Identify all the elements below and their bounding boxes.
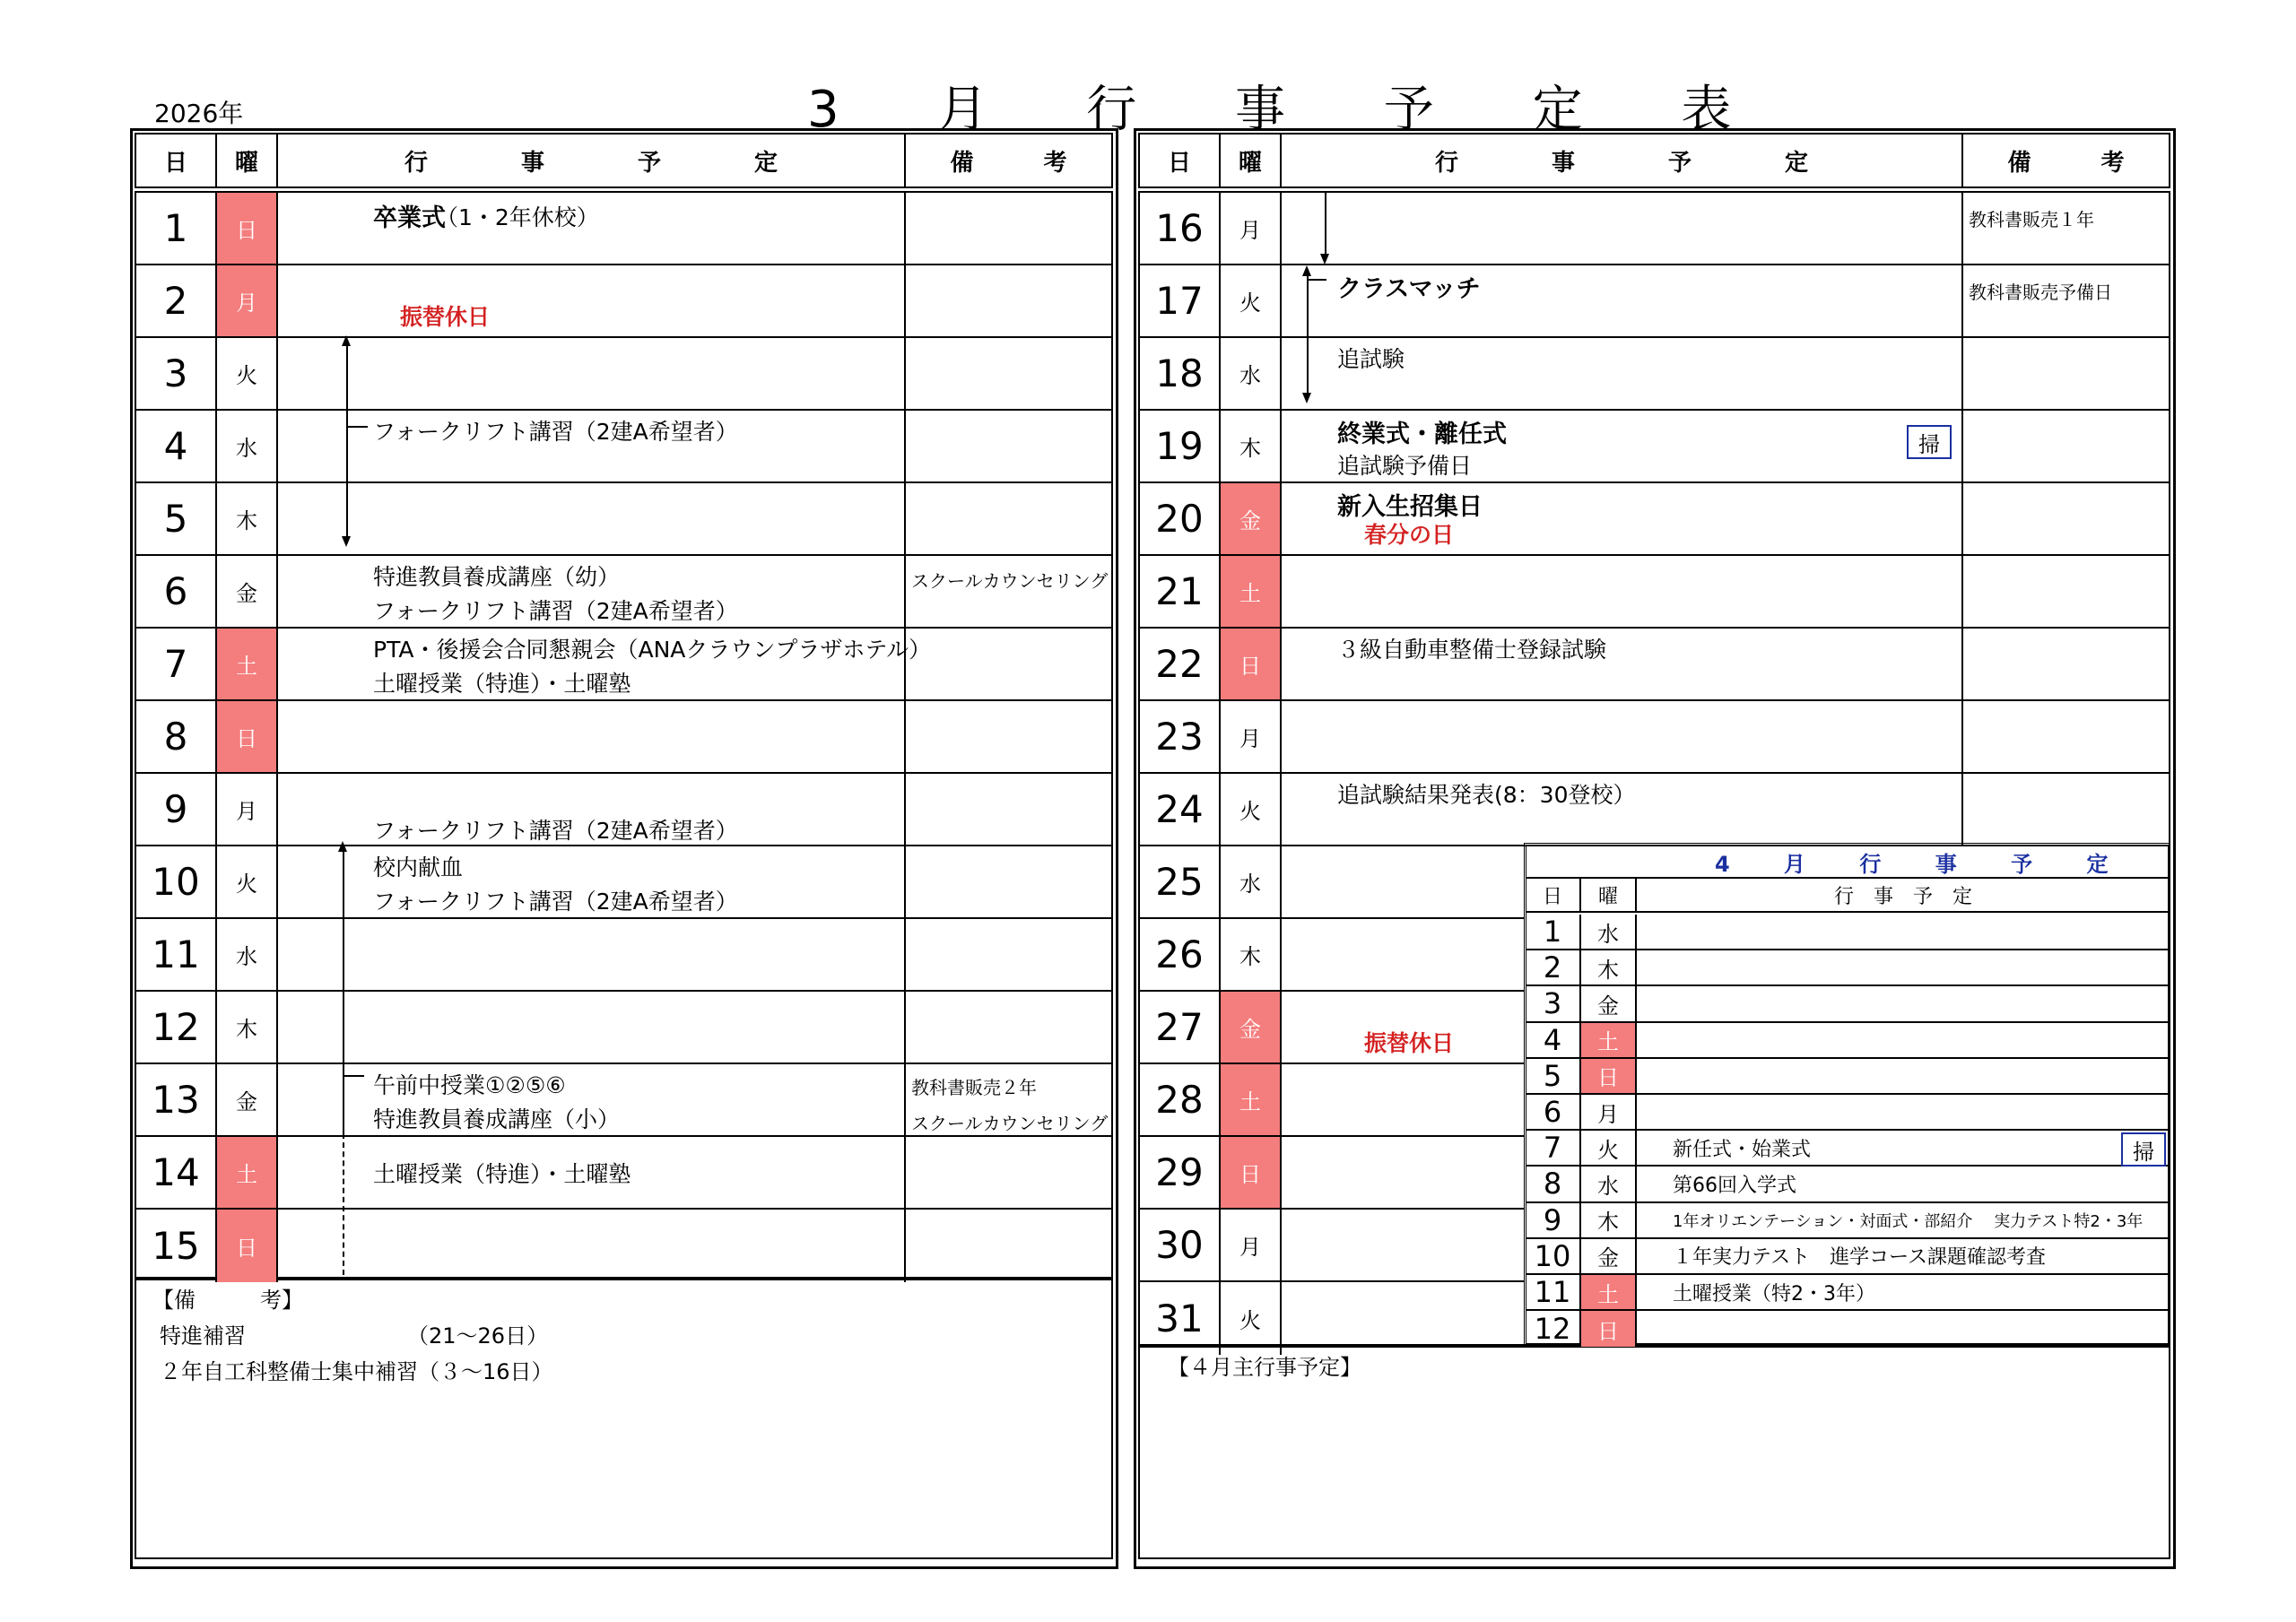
- notes-cell: [906, 846, 1111, 917]
- day-number: 15: [136, 1210, 217, 1282]
- day-row: [1140, 1137, 1524, 1210]
- day-number: 13: [136, 1064, 217, 1135]
- day-row: [1140, 483, 2169, 556]
- events-cell: [278, 265, 906, 336]
- april-event-text: 第66回入学式: [1673, 1174, 1796, 1197]
- event-text: PTA・後援会合同懇親会（ANAクラウンプラザホテル）: [373, 637, 932, 663]
- weekday: 金: [217, 1064, 278, 1135]
- events-cell: [278, 701, 906, 772]
- april-cleaning-badge: 掃: [2121, 1132, 2166, 1167]
- events-cell: [1282, 919, 1524, 990]
- notes-cell: [1963, 483, 2169, 554]
- notes-cell: [906, 701, 1111, 772]
- april-event: [1637, 986, 2170, 1020]
- weekday: 火: [1221, 774, 1282, 845]
- day-row: [136, 556, 1111, 629]
- day-row: [136, 483, 1111, 556]
- weekday: 水: [1221, 846, 1282, 917]
- day-number: 30: [1140, 1210, 1221, 1280]
- weekday: 火: [1221, 1282, 1282, 1355]
- april-weekday: 土: [1581, 1275, 1637, 1309]
- header-notes: 備 考: [950, 149, 1067, 177]
- right-header-row: [1140, 134, 2169, 186]
- day-row: [1140, 992, 1524, 1064]
- day-number: 14: [136, 1137, 217, 1208]
- weekday: 金: [1221, 483, 1282, 554]
- day-row: [136, 1064, 1111, 1137]
- day-number: 20: [1140, 483, 1221, 554]
- april-weekday: 金: [1581, 986, 1637, 1020]
- left-header-row: [136, 134, 1111, 186]
- note-text: スクールカウンセリング: [911, 1113, 1109, 1134]
- events-cell: [1282, 556, 1963, 627]
- day-row: [136, 411, 1111, 483]
- events-cell: [1282, 629, 1963, 699]
- event-text: 振替休日: [400, 304, 491, 330]
- april-weekday: 水: [1581, 1167, 1637, 1201]
- weekday: 木: [217, 483, 278, 554]
- april-event: [1637, 1131, 2170, 1165]
- event-text: クラスマッチ: [1337, 275, 1481, 303]
- note-text: 教科書販売予備日: [1969, 282, 2112, 303]
- april-day-row: [1526, 1275, 2170, 1311]
- events-cell: [1282, 701, 1963, 772]
- april-day-row: [1526, 1059, 2170, 1095]
- events-cell: [1282, 483, 1963, 554]
- april-event: [1637, 1059, 2170, 1093]
- april-main-label: 【４月主行事予定】: [1168, 1355, 1361, 1380]
- april-event: [1637, 1239, 2170, 1273]
- day-row: [1140, 1064, 1524, 1137]
- day-number: 23: [1140, 701, 1221, 772]
- header-day: 日: [1140, 134, 1221, 186]
- event-text: ３級自動車整備士登録試験: [1337, 637, 1607, 663]
- weekday: 木: [1221, 919, 1282, 990]
- day-number: 17: [1140, 265, 1221, 336]
- events-cell: [278, 193, 906, 264]
- day-row: [136, 919, 1111, 992]
- notes-cell: [1963, 193, 2169, 264]
- events-cell: [278, 411, 906, 481]
- day-number: 26: [1140, 919, 1221, 990]
- day-row: [136, 338, 1111, 411]
- notes-cell: [906, 193, 1111, 264]
- notes-cell: [906, 1064, 1111, 1135]
- april-weekday: 木: [1581, 1203, 1637, 1237]
- day-number: 7: [136, 629, 217, 699]
- year-label: 2026年: [154, 99, 244, 128]
- april-day-number: 9: [1526, 1203, 1581, 1237]
- notes-cell: [1963, 774, 2169, 845]
- april-event: [1637, 1167, 2170, 1201]
- header-notes: 備 考: [2007, 149, 2125, 177]
- events-cell: [1282, 774, 1963, 845]
- april-day-number: 12: [1526, 1311, 1581, 1347]
- april-day-row: [1526, 1311, 2170, 1347]
- april-day-number: 4: [1526, 1023, 1581, 1057]
- cleaning-badge: 掃: [1907, 425, 1952, 459]
- april-event: [1637, 1023, 2170, 1057]
- day-number: 31: [1140, 1282, 1221, 1355]
- april-event: [1637, 950, 2170, 984]
- remarks-label: 【備 考】: [152, 1288, 303, 1313]
- day-number: 11: [136, 919, 217, 990]
- day-number: 24: [1140, 774, 1221, 845]
- april-title: 4 月 行 事 予 定: [1715, 852, 2132, 877]
- day-number: 29: [1140, 1137, 1221, 1208]
- events-cell: [1282, 1137, 1524, 1208]
- note-text: 教科書販売１年: [1969, 209, 2094, 230]
- notes-cell: [1963, 411, 2169, 481]
- header-events: 行 事 予 定: [278, 134, 906, 186]
- day-number: 25: [1140, 846, 1221, 917]
- april-weekday: 月: [1581, 1095, 1637, 1129]
- events-cell: [278, 1210, 906, 1282]
- note-text: 教科書販売２年: [911, 1077, 1037, 1098]
- event-text: 追試験結果発表(8：30登校）: [1337, 782, 1636, 808]
- events-cell: [278, 846, 906, 917]
- events-cell: [278, 338, 906, 409]
- event-text: 特進教員養成講座（幼）: [373, 564, 621, 590]
- page-title: 3 月 行 事 予 定 表: [807, 81, 1773, 139]
- april-day-number: 10: [1526, 1239, 1581, 1273]
- events-cell: [278, 1137, 906, 1208]
- events-cell: [278, 992, 906, 1063]
- notes-cell: [1963, 556, 2169, 627]
- notes-cell: [1963, 265, 2169, 336]
- day-number: 12: [136, 992, 217, 1063]
- remarks-line: 特進補習 （21～26日）: [160, 1323, 549, 1349]
- day-row: [136, 701, 1111, 774]
- april-weekday: 日: [1581, 1311, 1637, 1347]
- weekday: 日: [217, 1210, 278, 1282]
- day-row: [1140, 556, 2169, 629]
- april-day-row: [1526, 1239, 2170, 1275]
- weekday: 月: [1221, 193, 1282, 264]
- april-header-day: 日: [1526, 879, 1581, 911]
- weekday: 月: [217, 774, 278, 845]
- april-event: [1637, 1095, 2170, 1129]
- event-text: 特進教員養成講座（小）: [373, 1106, 621, 1132]
- header-events: 行 事 予 定: [1282, 134, 1963, 186]
- april-header-events: 行 事 予 定: [1833, 885, 1972, 908]
- day-row: [1140, 193, 2169, 265]
- april-weekday: 木: [1581, 950, 1637, 984]
- april-event: [1637, 915, 2170, 949]
- april-weekday: 水: [1581, 915, 1637, 949]
- april-header-weekday: 曜: [1581, 879, 1637, 911]
- notes-cell: [906, 774, 1111, 845]
- weekday: 木: [217, 992, 278, 1063]
- day-number: 22: [1140, 629, 1221, 699]
- day-row: [136, 265, 1111, 338]
- weekday: 水: [217, 919, 278, 990]
- day-number: 4: [136, 411, 217, 481]
- day-row: [136, 1210, 1111, 1282]
- april-event: [1637, 1275, 2170, 1309]
- notes-cell: [906, 992, 1111, 1063]
- weekday: 土: [1221, 556, 1282, 627]
- april-weekday: 金: [1581, 1239, 1637, 1273]
- notes-cell: [906, 411, 1111, 481]
- event-text: フォークリフト講習（2建A希望者）: [373, 818, 738, 844]
- april-weekday: 火: [1581, 1131, 1637, 1165]
- event-text: 振替休日: [1364, 1030, 1455, 1056]
- header-weekday: 曜: [217, 134, 278, 186]
- events-cell: [1282, 265, 1963, 336]
- header-weekday: 曜: [1221, 134, 1282, 186]
- day-row: [1140, 846, 1524, 919]
- april-day-row: [1526, 1023, 2170, 1059]
- day-row: [136, 846, 1111, 919]
- notes-cell: [1963, 629, 2169, 699]
- weekday: 金: [217, 556, 278, 627]
- weekday: 土: [1221, 1064, 1282, 1135]
- events-cell: [278, 556, 906, 627]
- event-text: 春分の日: [1364, 522, 1455, 548]
- day-row: [136, 629, 1111, 701]
- april-weekday: 土: [1581, 1023, 1637, 1057]
- notes-cell: [906, 1137, 1111, 1208]
- day-row: [1140, 919, 1524, 992]
- day-number: 16: [1140, 193, 1221, 264]
- events-cell: [1282, 338, 1963, 409]
- events-cell: [278, 919, 906, 990]
- event-text: （1・2年休校）: [436, 204, 599, 230]
- april-day-number: 6: [1526, 1095, 1581, 1129]
- day-row: [1140, 774, 2169, 846]
- events-cell: [278, 629, 932, 699]
- weekday: 火: [1221, 265, 1282, 336]
- weekday: 木: [1221, 411, 1282, 481]
- day-number: 19: [1140, 411, 1221, 481]
- event-text: 新入生招集日: [1337, 493, 1483, 521]
- april-day-row: [1526, 915, 2170, 950]
- april-event-text: 土曜授業（特2・3年）: [1673, 1282, 1875, 1305]
- april-day-number: 11: [1526, 1275, 1581, 1309]
- events-cell: [1282, 846, 1524, 917]
- notes-cell: [1963, 338, 2169, 409]
- event-text: 土曜授業（特進）・土曜塾: [373, 671, 631, 697]
- day-number: 5: [136, 483, 217, 554]
- weekday: 日: [217, 701, 278, 772]
- event-text: 追試験予備日: [1337, 453, 1473, 479]
- weekday: 火: [217, 846, 278, 917]
- day-number: 3: [136, 338, 217, 409]
- weekday: 金: [1221, 992, 1282, 1063]
- april-day-number: 5: [1526, 1059, 1581, 1093]
- event-text: 午前中授業①②⑤⑥: [373, 1072, 566, 1098]
- april-day-number: 3: [1526, 986, 1581, 1020]
- weekday: 月: [217, 265, 278, 336]
- note-text: スクールカウンセリング: [911, 570, 1109, 592]
- day-number: 1: [136, 193, 217, 264]
- day-row: [136, 774, 1111, 846]
- events-cell: [1282, 193, 1963, 264]
- april-day-row: [1526, 1131, 2170, 1167]
- april-event: [1637, 1311, 2170, 1347]
- day-row: [1140, 338, 2169, 411]
- notes-cell: [906, 265, 1111, 336]
- day-row: [1140, 1210, 1524, 1282]
- events-cell: [1282, 411, 1963, 481]
- day-row: [136, 992, 1111, 1064]
- day-row: [1140, 629, 2169, 701]
- day-row: [1140, 701, 2169, 774]
- april-day-number: 2: [1526, 950, 1581, 984]
- weekday: 月: [1221, 1210, 1282, 1280]
- april-day-row: [1526, 1203, 2170, 1239]
- day-number: 28: [1140, 1064, 1221, 1135]
- day-number: 10: [136, 846, 217, 917]
- notes-cell: [1963, 701, 2169, 772]
- events-cell: [278, 483, 906, 554]
- april-day-number: 1: [1526, 915, 1581, 949]
- notes-cell: [906, 338, 1111, 409]
- day-number: 2: [136, 265, 217, 336]
- weekday: 日: [1221, 1137, 1282, 1208]
- events-cell: [1282, 1210, 1524, 1280]
- event-text: 土曜授業（特進）・土曜塾: [373, 1161, 631, 1187]
- weekday: 土: [217, 1137, 278, 1208]
- april-day-row: [1526, 1167, 2170, 1202]
- events-cell: [1282, 1282, 1524, 1355]
- april-day-number: 7: [1526, 1131, 1581, 1165]
- event-text: フォークリフト講習（2建A希望者）: [373, 419, 738, 445]
- day-number: 8: [136, 701, 217, 772]
- april-day-row: [1526, 950, 2170, 986]
- notes-cell: [906, 556, 1111, 627]
- notes-cell: [906, 919, 1111, 990]
- day-row: [1140, 411, 2169, 483]
- event-text: 校内献血: [373, 854, 464, 880]
- day-row: [136, 193, 1111, 265]
- weekday: 火: [217, 338, 278, 409]
- weekday: 日: [217, 193, 278, 264]
- events-cell: [278, 774, 906, 845]
- day-row: [1140, 265, 2169, 338]
- events-cell: [1282, 1064, 1524, 1135]
- day-number: 9: [136, 774, 217, 845]
- april-event-text: １年実力テスト 進学コース課題確認考査: [1673, 1246, 2047, 1270]
- event-text: フォークリフト講習（2建A希望者）: [373, 889, 738, 915]
- april-event-text: 1年オリエンテーション・対面式・部紹介 実力テスト特2・3年: [1673, 1211, 2144, 1231]
- event-text: 追試験: [1337, 346, 1405, 372]
- april-weekday: 日: [1581, 1059, 1637, 1093]
- weekday: 水: [217, 411, 278, 481]
- weekday: 水: [1221, 338, 1282, 409]
- april-header-row: [1526, 877, 2170, 913]
- notes-cell: [906, 629, 1111, 699]
- day-number: 27: [1140, 992, 1221, 1063]
- event-text: フォークリフト講習（2建A希望者）: [373, 598, 738, 624]
- day-number: 6: [136, 556, 217, 627]
- day-row: [1140, 1282, 1524, 1355]
- events-cell: [278, 1064, 906, 1135]
- header-day: 日: [136, 134, 217, 186]
- april-event: [1637, 1203, 2170, 1237]
- weekday: 月: [1221, 701, 1282, 772]
- april-day-number: 8: [1526, 1167, 1581, 1201]
- event-text: 卒業式: [373, 204, 446, 232]
- weekday: 日: [1221, 629, 1282, 699]
- day-number: 18: [1140, 338, 1221, 409]
- weekday: 土: [217, 629, 278, 699]
- april-day-row: [1526, 1095, 2170, 1131]
- april-event-text: 新任式・始業式: [1673, 1138, 1812, 1161]
- event-text: 終業式・離任式: [1337, 421, 1507, 448]
- remarks-line: ２年自工科整備士集中補習（３～16日）: [160, 1359, 553, 1384]
- day-number: 21: [1140, 556, 1221, 627]
- day-row: [136, 1137, 1111, 1210]
- notes-cell: [906, 483, 1111, 554]
- notes-cell: [906, 1210, 1111, 1282]
- april-day-row: [1526, 986, 2170, 1022]
- events-cell: [1282, 992, 1524, 1063]
